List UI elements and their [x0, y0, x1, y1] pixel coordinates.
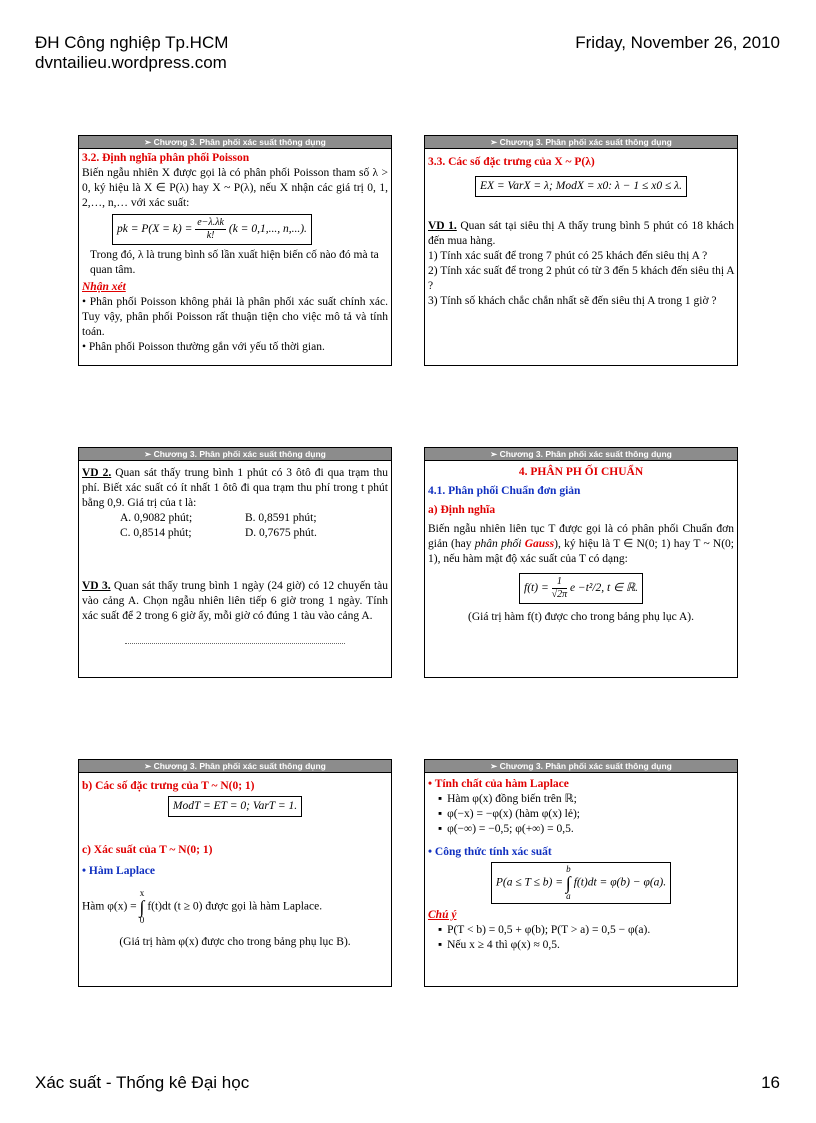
print-date: Friday, November 26, 2010: [575, 33, 780, 52]
laplace-heading: • Hàm Laplace: [82, 865, 156, 877]
question-1: 1) Tính xác suất để trong 7 phút có 25 khách đến siêu thị A ?: [428, 250, 708, 262]
table-note: (Giá trị hàm f(t) được cho trong bảng phụ lục A).: [468, 611, 694, 623]
property-3: ▪ φ(−∞) = −0,5; φ(+∞) = 0,5.: [438, 822, 734, 837]
properties-heading: • Tính chất của hàm Laplace: [428, 778, 569, 790]
note-title: Nhận xét: [82, 281, 126, 293]
definition-heading: a) Định nghĩa: [428, 504, 496, 516]
slide-header: ➢ Chương 3. Phân phối xác suất thông dụng: [425, 136, 737, 149]
table-note: (Giá trị hàm φ(x) được cho trong bảng phụ lục B).: [119, 936, 351, 948]
probability-formula-heading: • Công thức tính xác suất: [428, 846, 552, 858]
example-1: VD 1. Quan sát tại siêu thị A thấy trung bình 5 phút có 18 khách đến mua hàng.: [428, 220, 734, 247]
website: dvntailieu.wordpress.com: [35, 53, 227, 72]
example-2: VD 2. Quan sát thấy trung bình 1 phút có 3 ôtô đi qua trạm thu phí. Biết xác suất có ít nhất 1 ôtô đi qua trạm thu phí trong t phút bằng 0,9. Giá trị của t là:: [82, 467, 388, 509]
property-2: ▪ φ(−x) = −φ(x) (hàm φ(x) lẻ);: [438, 807, 734, 822]
slide-laplace-properties: [424, 759, 738, 987]
probability-heading: c) Xác suất của T ~ N(0; 1): [82, 844, 213, 856]
slide-header: ➢ Chương 3. Phân phối xác suất thông dụng: [79, 448, 391, 461]
section-heading: 3.3. Các số đặc trưng của X ~ P(λ): [428, 156, 595, 168]
characteristics-formula: ModT = ET = 0; VarT = 1.: [82, 796, 388, 817]
subsection-heading: 4.1. Phân phối Chuẩn đơn giản: [428, 485, 581, 497]
note-1: ▪ P(T < b) = 0,5 + φ(b); P(T > a) = 0,5 − φ(a).: [438, 923, 734, 938]
slide-header: ➢ Chương 3. Phân phối xác suất thông dụng: [425, 448, 737, 461]
question-2: 2) Tính xác suất để trong 2 phút có từ 3 đến 5 khách đến siêu thị A ?: [428, 265, 734, 292]
definition-text: Biến ngẫu nhiên X được gọi là có phân phối Poisson tham số λ > 0, ký hiệu là X ∈ P(λ) hay X ~ P(λ), nếu X nhận các giá trị 0, 1, 2,…, n,… với xác suất:: [82, 167, 388, 209]
characteristics-heading: b) Các số đặc trưng của T ~ N(0; 1): [82, 780, 255, 792]
answer-options-row-2: C. 0,8514 phút; D. 0,7675 phút.: [120, 527, 317, 539]
note-title: Chú ý: [428, 909, 457, 921]
slide-poisson-definition: [78, 135, 392, 366]
normal-definition: Biến ngẫu nhiên liên tục T được gọi là có phân phối Chuẩn đơn giản (hay phân phối Gauss), ký hiệu là T ∈ N(0; 1) hay T ~ N(0; 1), nếu hàm mật độ xác suất của T có dạng:: [428, 523, 734, 565]
answer-options-row-1: A. 0,9082 phút; B. 0,8591 phút;: [120, 512, 317, 524]
slide-header: ➢ Chương 3. Phân phối xác suất thông dụng: [79, 136, 391, 149]
slide-poisson-examples: [78, 447, 392, 678]
school-name: ĐH Công nghiệp Tp.HCM: [35, 33, 229, 52]
page-number: 16: [761, 1073, 780, 1092]
characteristics-formula: EX = VarX = λ; ModX = x0: λ − 1 ≤ x0 ≤ λ.: [428, 176, 734, 197]
density-formula: f(t) = $\frac{1}{√2\pi}$ e −t²/2, t ∈ ℝ.: [428, 573, 734, 604]
note-bullet-1: • Phân phối Poisson không phải là phân phối xác suất chính xác. Tuy vậy, phân phối Poisson rất thuận tiện cho việc mô tả và tính toán.: [82, 296, 388, 338]
laplace-definition: Hàm φ(x) = x ∫ 0 f(t)dt (t ≥ 0) được gọi là hàm Laplace.: [82, 888, 323, 925]
footer-subject: Xác suất - Thống kê Đại học: [35, 1073, 250, 1092]
note-bullet-2: • Phân phối Poisson thường gắn với yếu tố thời gian.: [82, 341, 325, 353]
dotted-divider: [125, 642, 345, 644]
slide-poisson-characteristics: [424, 135, 738, 366]
slide-header: ➢ Chương 3. Phân phối xác suất thông dụng: [425, 760, 737, 773]
property-1: ▪ Hàm φ(x) đồng biến trên ℝ;: [438, 792, 734, 807]
probability-formula: P(a ≤ T ≤ b) = b ∫ a f(t)dt = φ(b) − φ(a).: [428, 862, 734, 904]
section-heading: 3.2. Định nghĩa phân phối Poisson: [82, 152, 250, 164]
poisson-formula: pk = P(X = k) = $\frac{e-\lambda.\lambda k}{k!}$ (k = 0,1,..., n,...).: [112, 214, 388, 245]
note-2: ▪ Nếu x ≥ 4 thì φ(x) ≈ 0,5.: [438, 938, 734, 953]
slide-normal-distribution: [424, 447, 738, 678]
chapter-section-title: 4. PHÂN PH ỐI CHUẨN: [518, 466, 644, 478]
example-3: VD 3. Quan sát thấy trung bình 1 ngày (24 giờ) có 12 chuyến tàu vào cảng A. Chọn ngẫu nhiên liên tiếp 6 giờ trong 1 ngày. Tính xác suất để 2 trong 6 giờ ấy, mỗi giờ có đúng 1 tàu vào cảng A.: [82, 580, 388, 622]
slide-normal-characteristics: [78, 759, 392, 987]
slide-header: ➢ Chương 3. Phân phối xác suất thông dụng: [79, 760, 391, 773]
lambda-explanation: Trong đó, λ là trung bình số lần xuất hiện biến cố nào đó mà ta quan tâm.: [90, 249, 379, 276]
question-3: 3) Tính số khách chắc chắn nhất sẽ đến siêu thị A trong 1 giờ ?: [428, 295, 717, 307]
